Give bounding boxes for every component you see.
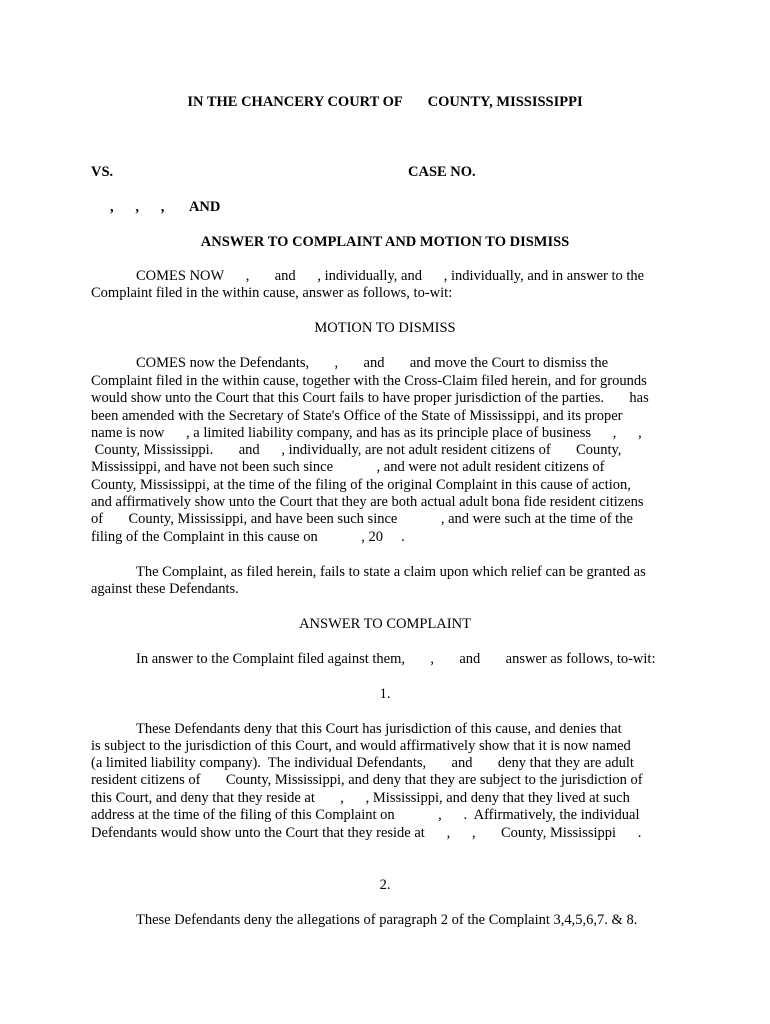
motion-line: Mississippi, and have not been such since , and were not adult resident citizens of — [91, 459, 605, 475]
motion-line: filing of the Complaint in this cause on , 20 . — [91, 529, 405, 545]
motion-line: been amended with the Secretary of State's Office of the State of Mississippi, and its proper — [91, 408, 623, 424]
case-number-label: CASE NO. — [408, 164, 476, 180]
intro-line: COMES NOW , and , individually, and , individually, and in answer to the — [136, 268, 645, 284]
answer-heading: ANSWER TO COMPLAINT — [299, 616, 471, 632]
para1-line: These Defendants deny that this Court has jurisdiction of this cause, and denies that — [136, 721, 622, 737]
motion-line: Complaint filed in the within cause, together with the Cross-Claim filed herein, and for grounds — [91, 373, 647, 389]
para1-line: resident citizens of County, Mississippi, and deny that they are subject to the jurisdiction of — [91, 772, 643, 788]
answer-intro: In answer to the Complaint filed against them, , and answer as follows, to-wit: — [136, 651, 656, 667]
paragraph-number: 2. — [379, 877, 391, 893]
motion-heading: MOTION TO DISMISS — [314, 320, 456, 336]
paragraph-number: 1. — [379, 686, 391, 702]
motion-line: and affirmatively show unto the Court that they are both actual adult bona fide resident citizens — [91, 494, 644, 510]
vs-label: VS. — [91, 164, 114, 180]
court-title: IN THE CHANCERY COURT OF COUNTY, MISSISSIPPI — [187, 94, 583, 110]
para1-line: address at the time of the filing of this Complaint on , . Affirmatively, the individual — [91, 807, 640, 823]
para1-line: (a limited liability company). The individual Defendants, and deny that they are adult — [91, 755, 634, 771]
motion-line: of County, Mississippi, and have been such since , and were such at the time of the — [91, 511, 633, 527]
motion-line: COMES now the Defendants, , and and move the Court to dismiss the — [136, 355, 609, 371]
defendants-line: , , , AND — [110, 199, 221, 215]
intro-line: Complaint filed in the within cause, answer as follows, to-wit: — [91, 285, 453, 301]
motion-line: would show unto the Court that this Court fails to have proper jurisdiction of the parties. has — [91, 390, 649, 406]
motion-line: County, Mississippi. and , individually, are not adult resident citizens of County, — [91, 442, 622, 458]
para1-line: this Court, and deny that they reside at , , Mississippi, and deny that they lived at such — [91, 790, 630, 806]
para1-line: is subject to the jurisdiction of this Court, and would affirmatively show that it is now named — [91, 738, 631, 754]
motion-line: County, Mississippi, at the time of the filing of the original Complaint in this cause of action, — [91, 477, 631, 493]
fails-line: against these Defendants. — [91, 581, 239, 597]
motion-line: name is now , a limited liability company, and has as its principle place of business , , — [91, 425, 642, 441]
para1-line: Defendants would show unto the Court that they reside at , , County, Mississippi . — [91, 825, 642, 841]
document-title: ANSWER TO COMPLAINT AND MOTION TO DISMISS — [200, 234, 570, 250]
fails-line: The Complaint, as filed herein, fails to state a claim upon which relief can be granted as — [136, 564, 646, 580]
para2-text: These Defendants deny the allegations of paragraph 2 of the Complaint 3,4,5,6,7. & 8. — [136, 912, 638, 928]
